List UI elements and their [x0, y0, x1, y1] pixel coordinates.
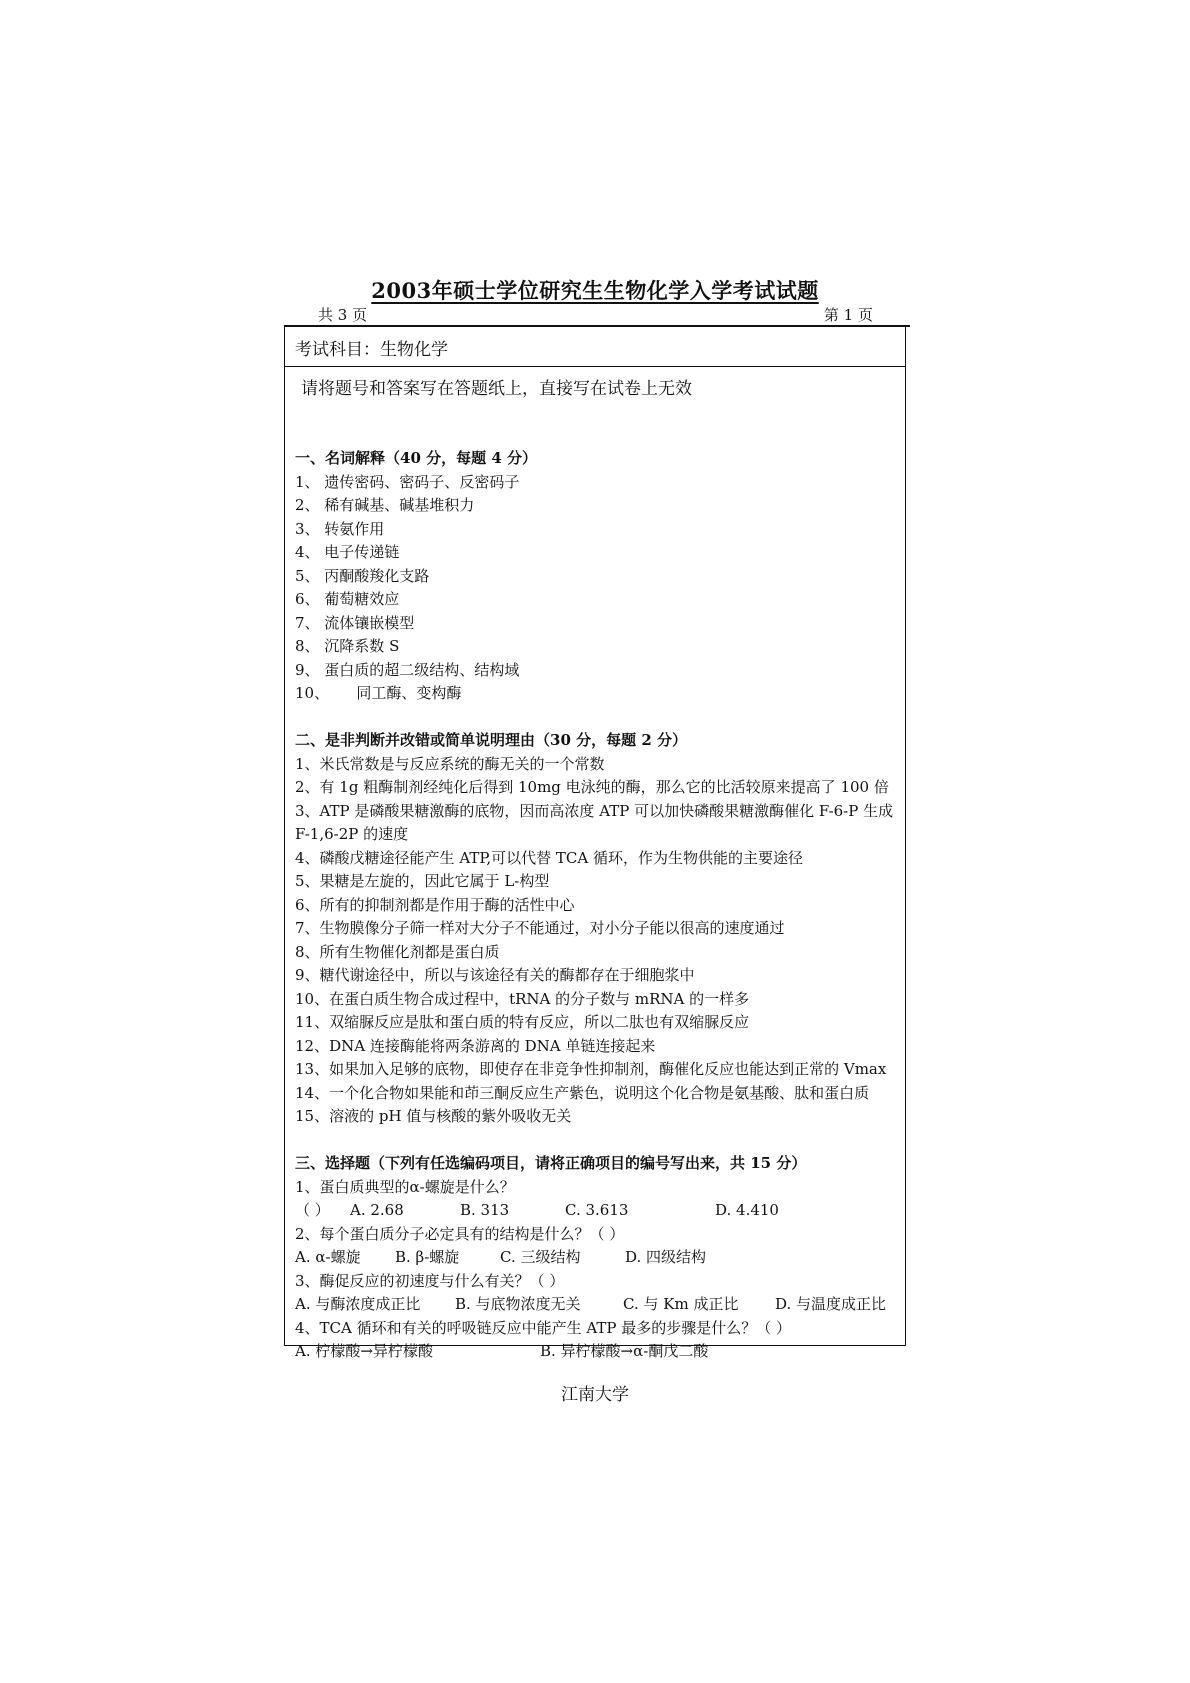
list-item: 2、有 1g 粗酶制剂经纯化后得到 10mg 电泳纯的酶，那么它的比活较原来提高了 100 倍	[295, 778, 889, 796]
list-item: 10、在蛋白质生物合成过程中，tRNA 的分子数与 mRNA 的一样多	[295, 989, 750, 1008]
list-item: 8、所有生物催化剂都是蛋白质	[295, 942, 500, 961]
list-item: 5、 丙酮酸羧化支路	[295, 566, 430, 585]
list-item: 10、 同工酶、变构酶	[295, 684, 462, 702]
subject-row: 考试科目：生物化学	[285, 327, 905, 367]
list-item: 7、生物膜像分子筛一样对大分子不能通过，对小分子能以很高的速度通过	[295, 919, 785, 937]
question-1-stem: 1、蛋白质典型的α-螺旋是什么？	[295, 1177, 515, 1196]
list-item: 2、 稀有碱基、碱基堆积力	[295, 496, 475, 514]
option-a: A. 2.68	[350, 1201, 404, 1219]
page-meta	[318, 304, 873, 325]
instruction: 请将题号和答案写在答题纸上，直接写在试卷上无效	[301, 379, 692, 399]
question-1-options	[295, 1199, 897, 1223]
option-b: B. 异柠檬酸→α-酮戊二酸	[540, 1342, 709, 1360]
total-pages: 共 3 页	[318, 306, 368, 324]
section1-list	[295, 471, 897, 706]
list-item: 4、 电子传递链	[295, 543, 400, 561]
list-item: 6、所有的抑制剂都是作用于酶的活性中心	[295, 895, 575, 914]
exam-content	[285, 377, 905, 1364]
option-a: A. 柠檬酸→异柠檬酸	[295, 1342, 433, 1360]
question-4-stem: 4、TCA 循环和有关的呼吸链反应中能产生 ATP 最多的步骤是什么？（ ）	[295, 1318, 792, 1337]
question-2-stem: 2、每个蛋白质分子必定具有的结构是什么？（ ）	[295, 1224, 625, 1243]
list-item: 5、果糖是左旋的，因此它属于 L-构型	[295, 872, 550, 890]
section2-heading: 二、是非判断并改错或简单说明理由（30 分，每题 2 分）	[295, 731, 687, 749]
list-item: 11、双缩脲反应是肽和蛋白质的特有反应，所以二肽也有双缩脲反应	[295, 1013, 750, 1031]
question-3-stem: 3、酶促反应的初速度与什么有关？（ ）	[295, 1271, 565, 1290]
option-d: D. 与温度成正比	[775, 1295, 887, 1313]
exam-sheet	[284, 327, 906, 1360]
list-item: 1、米氏常数是与反应系统的酶无关的一个常数	[295, 754, 605, 773]
university-footer: 江南大学	[561, 1385, 629, 1405]
option-a: A. α-螺旋	[295, 1248, 361, 1266]
option-a: A. 与酶浓度成正比	[295, 1295, 421, 1313]
list-item: 8、 沉降系数 S	[295, 637, 400, 655]
list-item: 14、一个化合物如果能和茚三酮反应生产紫色，说明这个化合物是氨基酸、肽和蛋白质	[295, 1083, 870, 1102]
list-item: 4、磷酸戊糖途径能产生 ATP,可以代替 TCA 循环，作为生物供能的主要途径	[295, 848, 804, 867]
exam-title: 2003年硕士学位研究生生物化学入学考试试题	[371, 278, 819, 303]
option-c: C. 三级结构	[500, 1248, 581, 1266]
section1-heading: 一、名词解释（40 分，每题 4 分）	[295, 449, 537, 467]
list-item: 3、 转氨作用	[295, 519, 385, 538]
list-item: 13、如果加入足够的底物，即使存在非竞争性抑制剂，酶催化反应也能达到正常的 Vmax	[295, 1060, 887, 1078]
option-d: D. 四级结构	[625, 1248, 707, 1266]
answer-blank: （ ）	[295, 1201, 330, 1219]
question-2-options	[295, 1246, 897, 1270]
list-item: 9、糖代谢途径中，所以与该途径有关的酶都存在于细胞浆中	[295, 966, 695, 984]
section2-list	[295, 753, 897, 1129]
page-number: 第 1 页	[823, 306, 873, 324]
list-item: 1、 遗传密码、密码子、反密码子	[295, 472, 520, 491]
list-item: 7、 流体镶嵌模型	[295, 613, 415, 632]
section3-heading: 三、选择题（下列有任选编码项目，请将正确项目的编号写出来，共 15 分）	[295, 1154, 807, 1172]
question-3-options	[295, 1293, 897, 1317]
option-b: B. β-螺旋	[395, 1248, 460, 1266]
list-item: 15、溶液的 pH 值与核酸的紫外吸收无关	[295, 1107, 572, 1125]
list-item: F-1,6-2P 的速度	[295, 825, 409, 843]
option-c: C. 3.613	[565, 1201, 629, 1219]
question-4-options	[295, 1340, 897, 1364]
list-item: 9、 蛋白质的超二级结构、结构域	[295, 660, 520, 679]
option-b: B. 313	[460, 1201, 510, 1219]
option-d: D. 4.410	[715, 1201, 779, 1219]
list-item: 12、DNA 连接酶能将两条游离的 DNA 单链连接起来	[295, 1036, 656, 1055]
list-item: 6、 葡萄糖效应	[295, 590, 400, 608]
option-b: B. 与底物浓度无关	[455, 1295, 581, 1313]
list-item: 3、ATP 是磷酸果糖激酶的底物，因而高浓度 ATP 可以加快磷酸果糖激酶催化 F-6-P 生成	[295, 801, 894, 820]
option-c: C. 与 Km 成正比	[623, 1295, 739, 1313]
